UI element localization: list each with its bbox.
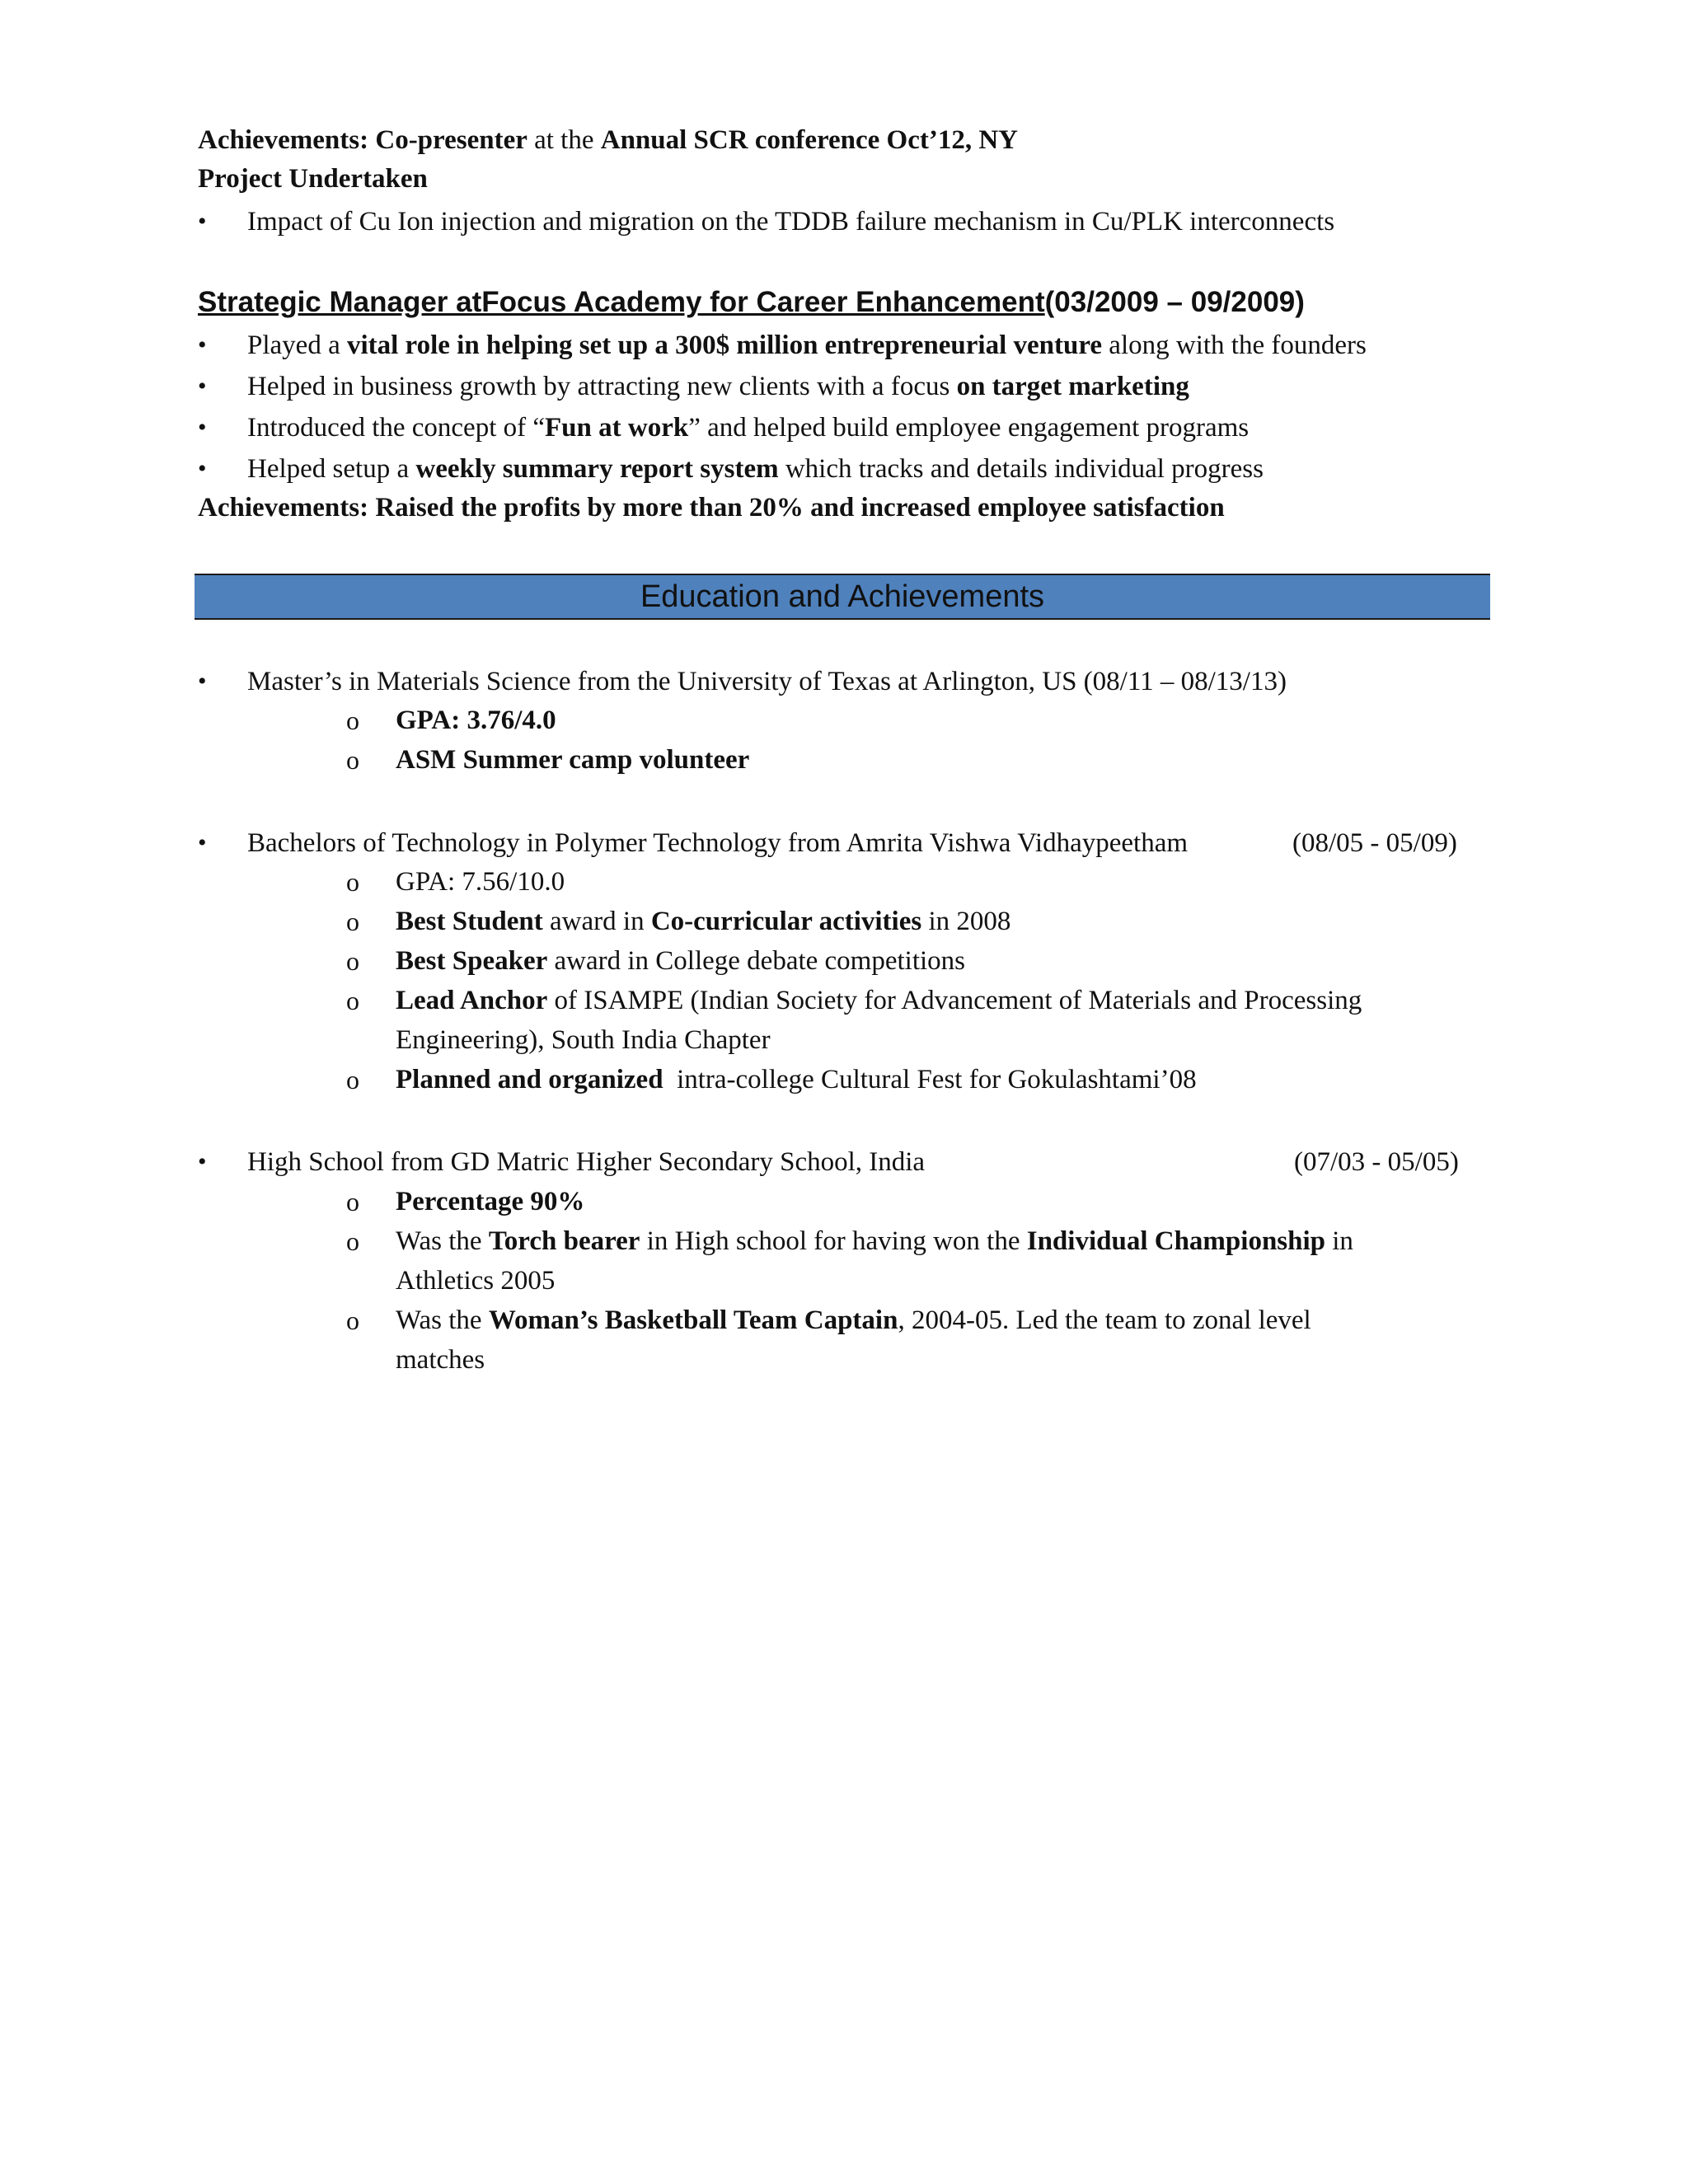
torch-bearer: Was the Torch bearer in High school for having won the Individual Championship in: [396, 1226, 1353, 1256]
bullet-marker: •: [198, 414, 207, 441]
job-bullet-2: Helped in business growth by attracting new clients with a focus on target marketing: [247, 372, 1189, 401]
basketball-captain-continued: matches: [396, 1345, 485, 1375]
bullet-marker: •: [198, 668, 207, 695]
bachelors-degree: Bachelors of Technology in Polymer Technology from Amrita Vishwa Vidhaypeetham: [247, 828, 1189, 858]
sub-bullet-marker: o: [346, 705, 359, 735]
high-school-percentage: Percentage 90%: [396, 1187, 585, 1216]
basketball-captain: Was the Woman’s Basketball Team Captain, 2004-05. Led the team to zonal level: [396, 1305, 1311, 1335]
job-bullet-1: Played a vital role in helping set up a 300$ million entrepreneurial venture along with the founders: [247, 330, 1367, 360]
job-achievements: Achievements: Raised the profits by more than 20% and increased employee satisfaction: [198, 493, 1225, 523]
bachelors-dates: (08/05 - 05/09): [1292, 828, 1457, 858]
cultural-fest: Planned and organized intra-college Cultural Fest for Gokulashtami’08: [396, 1065, 1197, 1094]
high-school-dates: (07/03 - 05/05): [1294, 1147, 1459, 1177]
conference-achievement: Achievements: Co-presenter at the Annual SCR conference Oct’12, NY: [198, 125, 1019, 155]
bullet-marker: •: [198, 331, 207, 359]
best-speaker-award: Best Speaker award in College debate competitions: [396, 946, 966, 976]
education-section-header: Education and Achievements: [195, 574, 1490, 620]
sub-bullet-marker: o: [346, 907, 359, 936]
sub-bullet-marker: o: [346, 946, 359, 976]
lead-anchor: Lead Anchor of ISAMPE (Indian Society for Advancement of Materials and Processing: [396, 986, 1362, 1015]
sub-bullet-marker: o: [346, 745, 359, 775]
sub-bullet-marker: o: [346, 1187, 359, 1216]
masters-gpa: GPA: 3.76/4.0: [396, 705, 556, 735]
sub-bullet-marker: o: [346, 1226, 359, 1256]
sub-bullet-marker: o: [346, 986, 359, 1015]
job-bullet-4: Helped setup a weekly summary report system which tracks and details individual progress: [247, 454, 1264, 484]
best-student-award: Best Student award in Co-curricular activities in 2008: [396, 907, 1011, 936]
high-school: High School from GD Matric Higher Secondary School, India: [247, 1147, 926, 1177]
bullet-marker: •: [198, 829, 207, 856]
bullet-marker: •: [198, 1148, 207, 1175]
bullet-marker: •: [198, 455, 207, 482]
sub-bullet-marker: o: [346, 1065, 359, 1094]
sub-bullet-marker: o: [346, 867, 359, 897]
masters-volunteer: ASM Summer camp volunteer: [396, 745, 750, 775]
job-title: Strategic Manager atFocus Academy for Career Enhancement(03/2009 – 09/2009): [198, 286, 1305, 318]
job-bullet-3: Introduced the concept of “Fun at work” and helped build employee engagement programs: [247, 413, 1250, 443]
bullet-marker: •: [198, 373, 207, 400]
bachelors-gpa: GPA: 7.56/10.0: [396, 867, 565, 897]
project-heading: Project Undertaken: [198, 164, 428, 194]
sub-bullet-marker: o: [346, 1305, 359, 1335]
torch-bearer-continued: Athletics 2005: [396, 1266, 556, 1296]
masters-degree: Master’s in Materials Science from the University of Texas at Arlington, US (08/11 – 08/13/13): [247, 667, 1287, 696]
project-item: Impact of Cu Ion injection and migration on the TDDB failure mechanism in Cu/PLK interconnects: [247, 207, 1335, 237]
lead-anchor-continued: Engineering), South India Chapter: [396, 1025, 771, 1055]
bullet-marker: •: [198, 208, 207, 235]
